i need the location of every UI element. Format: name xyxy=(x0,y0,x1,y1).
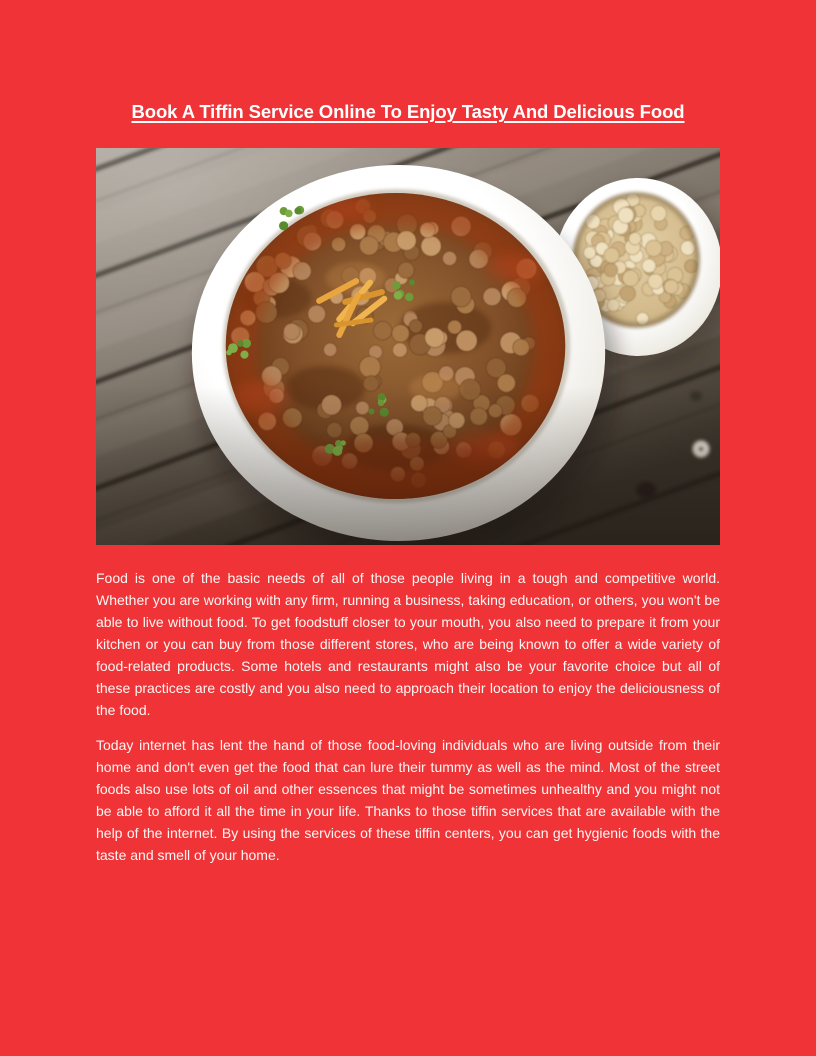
page-title: Book A Tiffin Service Online To Enjoy Tasty And Delicious Food xyxy=(131,101,685,122)
body-paragraph-2: Today internet has lent the hand of those food-loving individuals who are living outside from their home and don't even get the food that can lure their tummy as well as the mind. Most of the street foods also use lots of oil and other essences that might be sometimes unhealthy and you might not be able to afford it all the time in your life. Thanks to those tiffin services that are available with the help of the internet. By using the services of these tiffin centers, you can get hygienic foods with the taste and smell of your home. xyxy=(96,737,720,863)
body-paragraph-1: Food is one of the basic needs of all of those people living in a tough and competitive world. Whether you are working with any firm, running a business, taking education, or others, you won't be able to live without food. To get foodstuff closer to your mouth, you also need to prepare it from your kitchen or you can buy from those different stores, who are being known to offer a wide variety of food-related products. Some hotels and restaurants might also be your favorite choice but all of these practices are costly and you also need to approach their location to enjoy the deliciousness of the food. xyxy=(96,570,720,718)
food-photo-illustration xyxy=(96,148,720,545)
food-photo xyxy=(96,148,720,545)
